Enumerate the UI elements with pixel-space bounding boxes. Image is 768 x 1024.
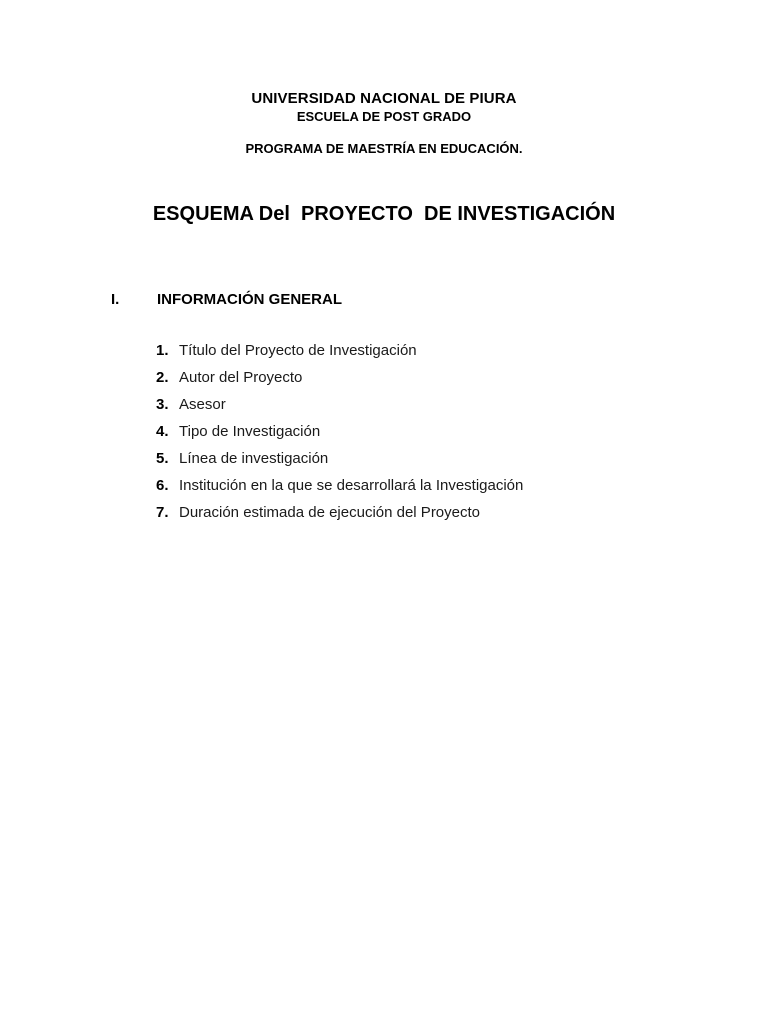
document-title: ESQUEMA Del PROYECTO DE INVESTIGACIÓN <box>152 203 616 225</box>
university-name: UNIVERSIDAD NACIONAL DE PIURA <box>251 90 517 107</box>
item-number: 3. <box>156 396 169 413</box>
school-name: ESCUELA DE POST GRADO <box>296 109 472 124</box>
list-item <box>156 477 523 504</box>
item-number: 2. <box>156 369 169 386</box>
section-title: INFORMACIÓN GENERAL <box>157 291 342 308</box>
list-item <box>156 504 523 531</box>
item-text: Línea de investigación <box>179 450 329 467</box>
list-item <box>156 342 523 369</box>
item-number: 7. <box>156 504 169 521</box>
item-number: 4. <box>156 423 169 440</box>
section-number: I. <box>111 291 120 308</box>
item-number: 6. <box>156 477 169 494</box>
list-item <box>156 450 523 477</box>
list-item <box>156 423 523 450</box>
item-text: Asesor <box>179 396 226 413</box>
item-text: Autor del Proyecto <box>179 369 303 386</box>
item-text: Institución en la que se desarrollará la Investigación <box>179 477 524 494</box>
list-item <box>156 369 523 396</box>
section-item-list <box>156 342 523 531</box>
item-number: 1. <box>156 342 169 359</box>
program-name: PROGRAMA DE MAESTRÍA EN EDUCACIÓN. <box>245 141 523 156</box>
item-text: Duración estimada de ejecución del Proyecto <box>179 504 481 521</box>
item-number: 5. <box>156 450 169 467</box>
item-text: Tipo de Investigación <box>179 423 321 440</box>
list-item <box>156 396 523 423</box>
item-text: Título del Proyecto de Investigación <box>179 342 417 359</box>
